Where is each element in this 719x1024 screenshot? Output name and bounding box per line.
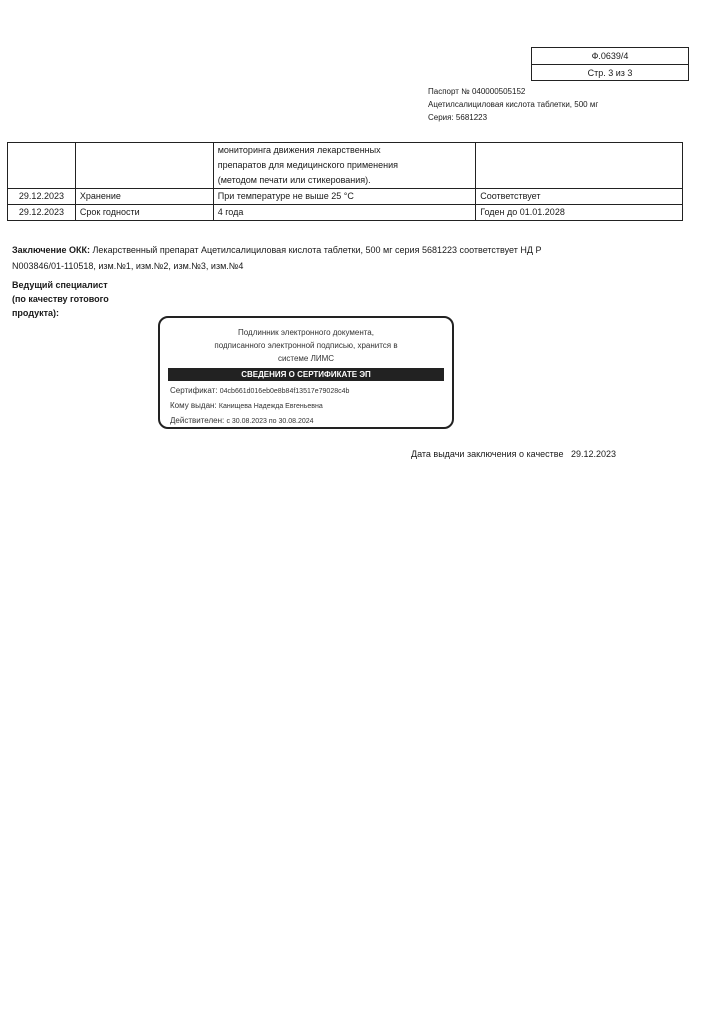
certificate-value: 04cb661d016eb0e8b84f13517e79028c4b [219,388,350,395]
table-row [8,205,683,221]
cell-param: Срок годности [75,205,213,221]
passport-number: Паспорт № 040000505152 [428,87,526,96]
requirement-line: мониторинга движения лекарственных [217,145,381,155]
e-signature-stamp [158,316,454,429]
table-row [8,143,683,189]
cell-result: Годен до 01.01.2028 [476,205,683,221]
issued-to-label: Кому выдан: [170,401,217,410]
page-number: Стр. 3 из 3 [532,64,688,81]
product-name: Ацетилсалициловая кислота таблетки, 500 мг [428,100,599,109]
cell-requirement: 4 года [213,205,476,221]
issued-to-line [170,399,323,413]
table-row [8,189,683,205]
stamp-header-line: подписанного электронной подписью, хранится в [214,341,398,350]
conclusion-label: Заключение ОКК: [12,245,91,255]
form-code-box [531,47,689,81]
cell-param: Хранение [75,189,213,205]
stamp-header [160,326,452,365]
form-code: Ф.0639/4 [591,51,629,61]
issued-to-value: Канищева Надежда Евгеньевна [218,403,323,410]
cell-requirement [213,143,476,189]
certificate-line [170,384,349,398]
stamp-header-line: системе ЛИМС [277,354,335,363]
results-table [7,142,683,221]
issue-date: 29.12.2023 [570,449,617,459]
valid-value: с 30.08.2023 по 30.08.2024 [226,418,314,425]
specialist-label: Ведущий специалист (по качеству готового продукта): [12,280,109,318]
cell-result: Соответствует [476,189,683,205]
series-number: Серия: 5681223 [428,113,488,122]
cell-result [476,143,683,189]
stamp-header-line: Подлинник электронного документа, [238,328,374,337]
cell-date: 29.12.2023 [8,189,76,205]
cell-param [75,143,213,189]
conclusion-text: Лекарственный препарат Ацетилсалициловая кислота таблетки, 500 мг серия 5681223 соответствует НД Р N003846/01-110518, изм.№1, изм.№2, изм.№3, изм.№4 [12,245,542,271]
stamp-title: СВЕДЕНИЯ О СЕРТИФИКАТЕ ЭП [168,368,444,381]
valid-line [170,414,314,428]
cell-date: 29.12.2023 [8,205,76,221]
valid-label: Действителен: [170,416,225,425]
passport-info [428,85,598,124]
certificate-label: Сертификат: [170,386,218,395]
issue-date-line [411,447,616,461]
issue-date-label: Дата выдачи заключения о качестве [411,449,564,459]
requirement-line: (методом печати или стикерования). [217,175,371,185]
cell-requirement: При температуре не выше 25 °С [213,189,476,205]
cell-date [8,143,76,189]
conclusion [12,242,572,274]
requirement-line: препаратов для медицинского применения [217,160,398,170]
